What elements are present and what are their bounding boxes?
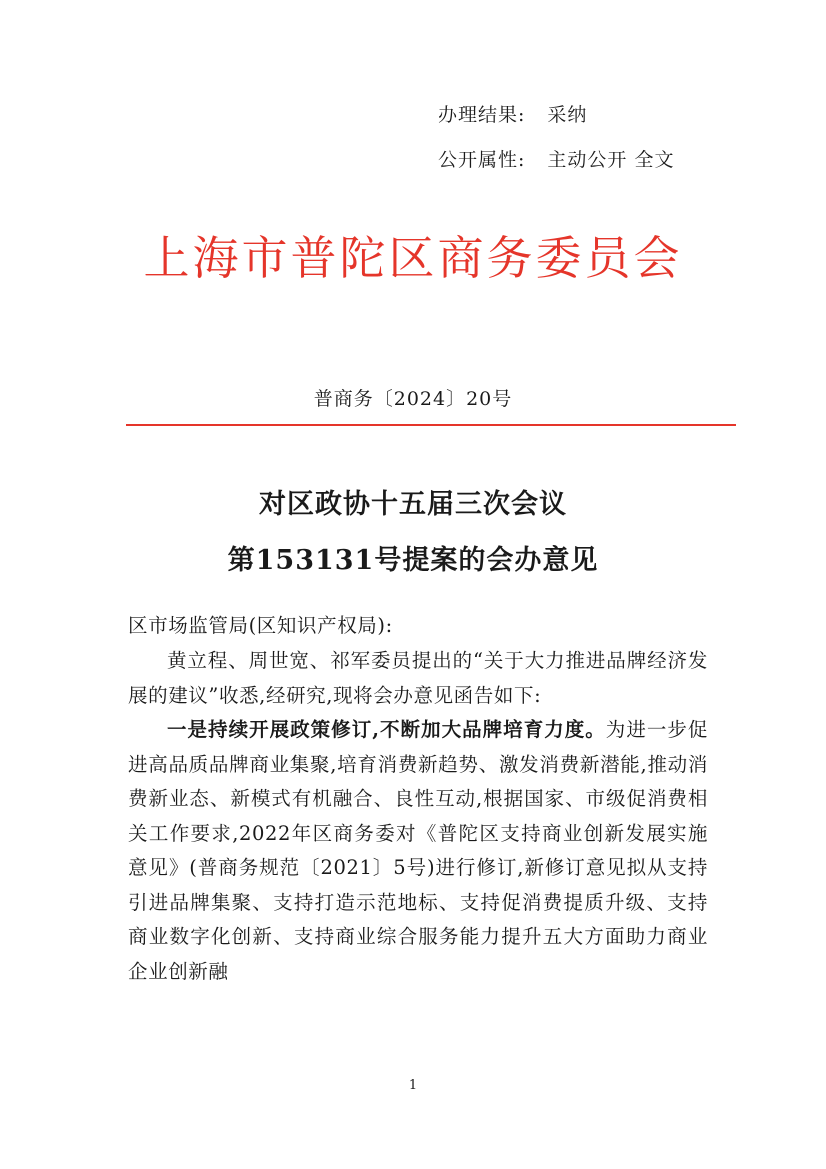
handling-result-label: 办理结果: [438,104,526,126]
body-paragraph-2 [128,713,708,989]
document-title-line-2: 第153131号提案的会办意见 [227,545,599,576]
disclosure-value: 主动公开 全文 [547,149,675,171]
handling-result [438,100,587,127]
document-title-line-1: 对区政协十五届三次会议 [259,489,567,520]
salutation: 区市场监管局(区知识产权局): [128,614,393,637]
disclosure-attribute [438,145,674,172]
handling-result-value: 采纳 [547,104,588,126]
page-number: 1 [408,1078,418,1093]
document-number: 普商务〔2024〕20号 [313,388,513,410]
disclosure-label: 公开属性: [438,149,526,171]
body-paragraph-1: 黄立程、周世宽、祁军委员提出的“关于大力推进品牌经济发展的建议”收悉,经研究,现将会办意见函告如下: [128,649,708,707]
paragraph-rest: 为进一步促进高品质品牌商业集聚,培育消费新趋势、激发消费新潜能,推动消费新业态、新模式有机融合、良性互动,根据国家、市级促消费相关工作要求,2022年区商务委对《普陀区支持商业创新发展实施意见》(普商务规范〔2021〕5号)进行修订,新修订意见拟从支持引进品牌集聚、支持打造示范地标、支持促消费提质升级、支持商业数字化创新、支持商业综合服务能力提升五大方面助力商业企业创新融 [128,718,708,983]
red-divider [126,424,736,426]
paragraph-lead-bold: 一是持续开展政策修订,不断加大品牌培育力度。 [167,718,606,741]
issuer-heading: 上海市普陀区商务委员会 [143,231,683,285]
